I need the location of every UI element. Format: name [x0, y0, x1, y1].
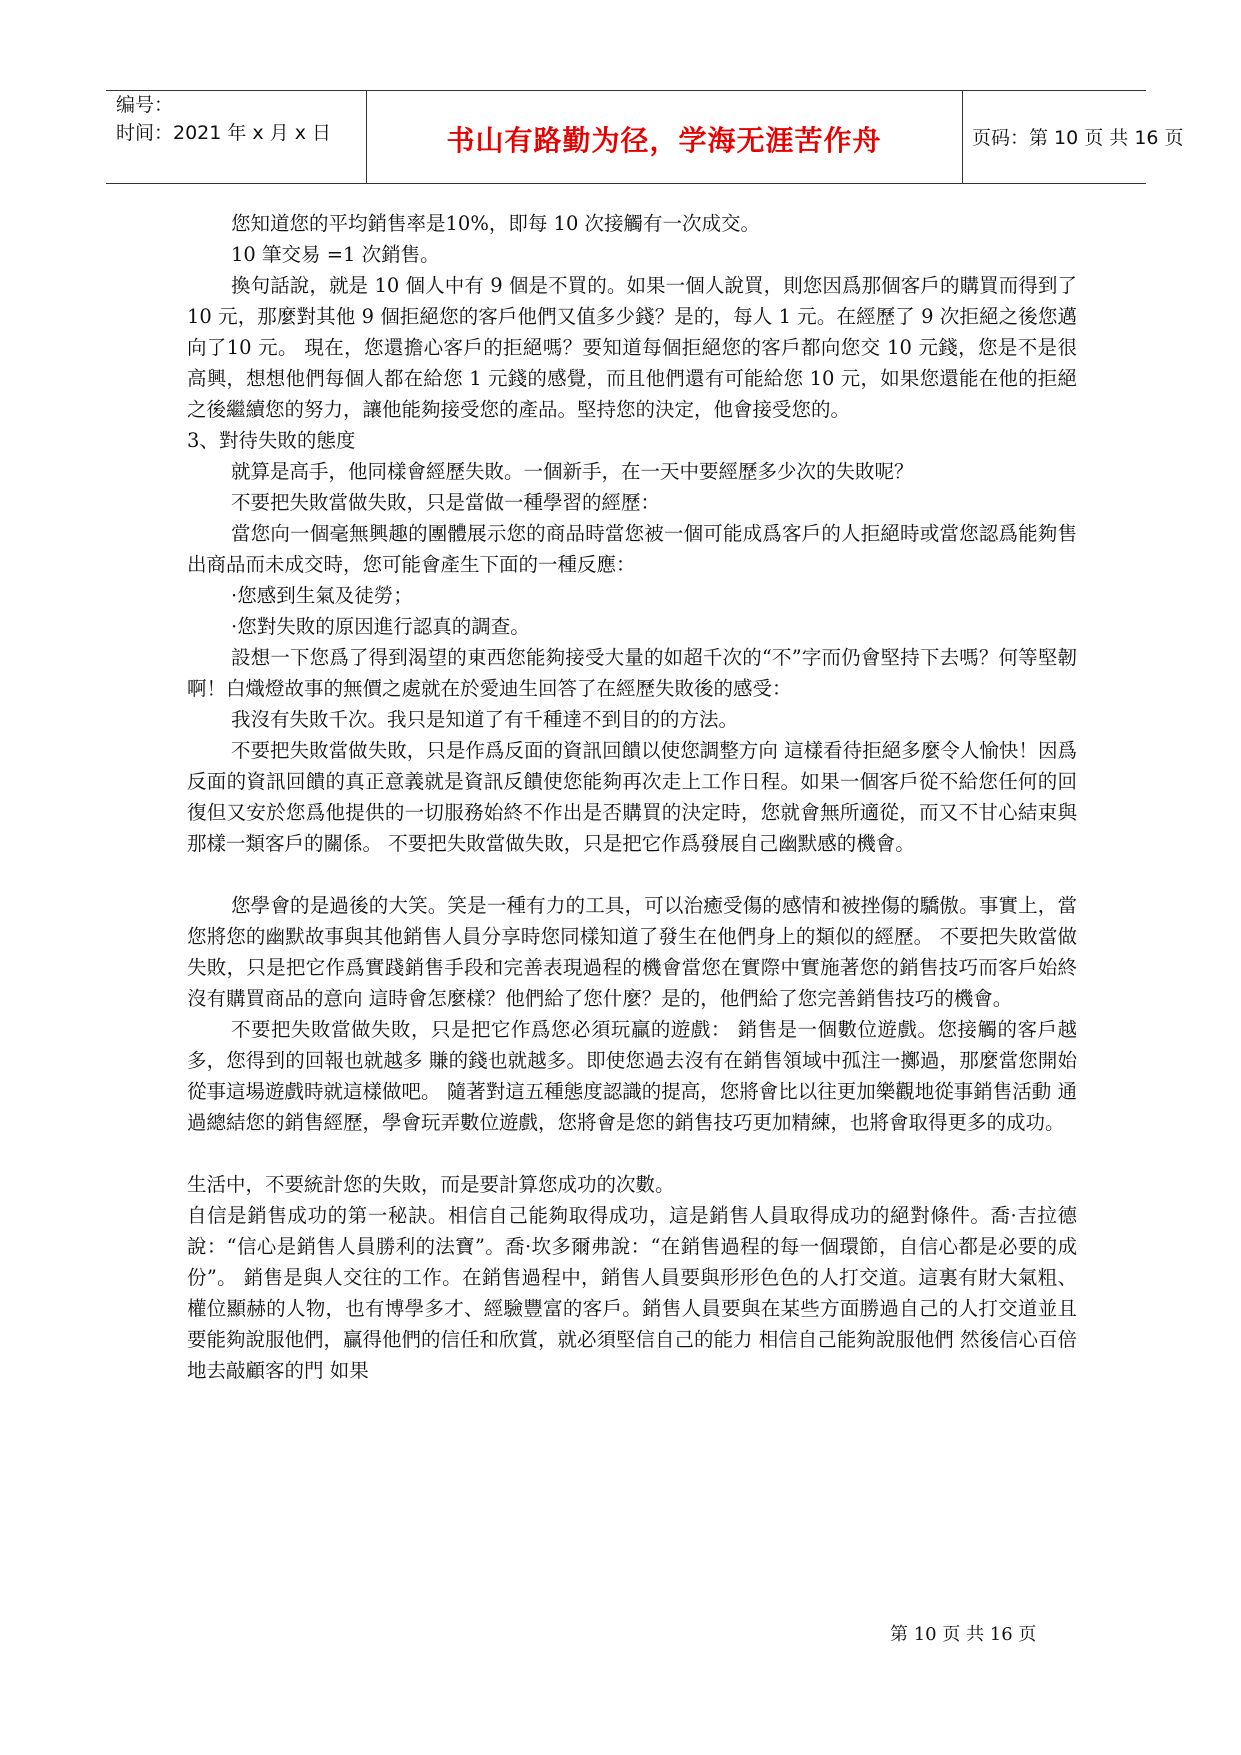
header-motto-cell	[366, 91, 962, 183]
paragraph: 換句話說，就是 10 個人中有 9 個是不買的。如果一個人說買，則您因爲那個客戶的購買而得到了 10 元，那麼對其他 9 個拒絕您的客戶他們又值多少錢？是的，每人 1 元。在經歷了 9 次拒絕之後您邁向了10 元。 現在，您還擔心客戶的拒絕嗎？要知道每個拒絕您的客戶都向您交 10 元錢，您是不是很高興，想想他們每個人都在給您 1 元錢的感覺，而且他們還有可能給您 10 元，如果您還能在他的拒絕之後繼續您的努力，讓他能夠接受您的產品。堅持您的決定，他會接受您的。	[187, 274, 1077, 421]
paragraph: 不要把失敗當做失敗，只是把它作爲您必須玩贏的遊戲： 銷售是一個數位遊戲。您接觸的客戶越多，您得到的回報也就越多 賺的錢也就越多。即使您過去沒有在銷售領域中孤注一擲過，那麼當您開始從事這場遊戲時就這樣做吧。 隨著對這五種態度認識的提高，您將會比以往更加樂觀地從事銷售活動 通過總結您的銷售經歷，學會玩弄數位遊戲，您將會是您的銷售技巧更加精練，也將會取得更多的成功。	[187, 1018, 1077, 1134]
document-body	[187, 208, 1077, 1386]
page-footer: 第 10 页 共 16 页	[890, 1624, 1037, 1645]
paragraph: 您學會的是過後的大笑。笑是一種有力的工具，可以治癒受傷的感情和被挫傷的驕傲。事實上，當您將您的幽默故事與其他銷售人員分享時您同樣知道了發生在他們身上的類似的經歷。 不要把失敗當做失敗，只是把它作爲實踐銷售手段和完善表現過程的機會當您在實際中實施著您的銷售技巧而客戶始終沒有購買商品的意向 這時會怎麼樣？他們給了您什麼？是的，他們給了您完善銷售技巧的機會。	[187, 894, 1077, 1010]
paragraph: 就算是高手，他同樣會經歷失敗。一個新手，在一天中要經歷多少次的失敗呢？	[231, 460, 914, 483]
paragraph: 生活中，不要統計您的失敗，而是要計算您成功的次數。	[187, 1173, 675, 1196]
paragraph: 當您向一個毫無興趣的團體展示您的商品時當您被一個可能成爲客戶的人拒絕時或當您認爲能夠售出商品而未成交時，您可能會產生下面的一種反應：	[187, 522, 1077, 576]
header-page-code: 页码：第 10 页 共 16 页	[972, 127, 1184, 149]
paragraph: 設想一下您爲了得到渴望的東西您能夠接受大量的如超千次的“不”字而仍會堅持下去嗎？何等堅韌啊！白熾燈故事的無價之處就在於愛迪生回答了在經歷失敗後的感受：	[187, 646, 1077, 700]
header-motto: 书山有路勤为径，学海无涯苦作舟	[446, 124, 882, 157]
header-divider-right	[962, 91, 963, 183]
section-heading: 3、對待失敗的態度	[187, 429, 356, 452]
paragraph: 我沒有失敗千次。我只是知道了有千種達不到目的的方法。	[231, 708, 739, 731]
header-time-label: 时间：2021 年 x 月 x 日	[116, 122, 332, 144]
paragraph: 您知道您的平均銷售率是10%，即每 10 次接觸有一次成交。	[231, 212, 761, 235]
header-meta	[116, 91, 372, 183]
document-header	[106, 90, 1184, 184]
paragraph: 自信是銷售成功的第一秘訣。相信自己能夠取得成功，這是銷售人員取得成功的絕對條件。喬·吉拉德說：“信心是銷售人員勝利的法寶”。喬·坎多爾弗說：“在銷售過程的每一個環節，自信心都是必要的成份”。 銷售是與人交往的工作。在銷售過程中，銷售人員要與形形色色的人打交道。這裏有財大氣粗、權位顯赫的人物，也有博學多才、經驗豐富的客戶。銷售人員要與在某些方面勝過自己的人打交道並且要能夠說服他們，贏得他們的信任和欣賞，就必須堅信自己的能力 相信自己能夠說服他們 然後信心百倍地去敲顧客的門 如果	[187, 1204, 1077, 1382]
paragraph: 不要把失敗當做失敗，只是作爲反面的資訊回饋以使您調整方向 這樣看待拒絕多麼令人愉快！因爲反面的資訊回饋的真正意義就是資訊反饋使您能夠再次走上工作日程。如果一個客戶從不給您任何的回復但又安於您爲他提供的一切服務始終不作出是否購買的決定時，您就會無所適從，而又不甘心結束與那樣一類客戶的關係。 不要把失敗當做失敗，只是把它作爲發展自己幽默感的機會。	[187, 739, 1077, 855]
bullet-item: ·您感到生氣及徒勞；	[231, 584, 413, 607]
paragraph: 不要把失敗當做失敗，只是當做一種學習的經歷：	[231, 491, 661, 514]
paragraph: 10 筆交易 =1 次銷售。	[231, 243, 440, 266]
bullet-item: ·您對失敗的原因進行認真的調查。	[231, 615, 530, 638]
header-page-cell	[972, 91, 1184, 183]
header-number-label: 编号：	[116, 94, 174, 116]
